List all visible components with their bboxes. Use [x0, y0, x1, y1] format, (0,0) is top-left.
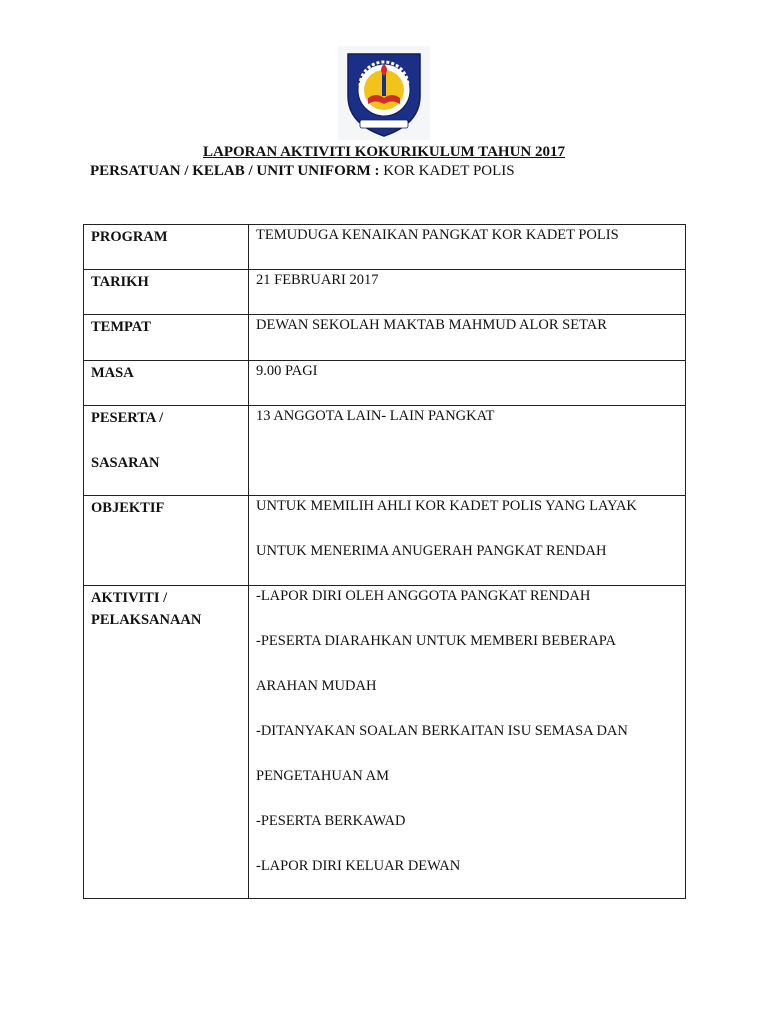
row-value-cell: [249, 315, 686, 361]
row-label: TARIKH: [91, 274, 149, 290]
report-table: [83, 224, 686, 899]
row-value-cell: [249, 225, 686, 270]
row-value: -PESERTA BERKAWAD: [256, 813, 406, 829]
row-value-cell: [249, 586, 686, 899]
row-label: SASARAN: [91, 455, 160, 471]
row-value: 21 FEBRUARI 2017: [256, 272, 379, 288]
report-subtitle: [90, 163, 515, 180]
row-value: 13 ANGGOTA LAIN- LAIN PANGKAT: [256, 408, 495, 424]
table-row: [84, 361, 686, 406]
row-label: AKTIVITI /: [91, 590, 168, 606]
table-row: [84, 496, 686, 586]
row-label-cell: [84, 406, 249, 496]
row-value: ARAHAN MUDAH: [256, 678, 377, 694]
table-row: [84, 586, 686, 899]
row-value: UNTUK MEMILIH AHLI KOR KADET POLIS YANG LAYAK: [256, 498, 637, 514]
row-value: TEMUDUGA KENAIKAN PANGKAT KOR KADET POLIS: [256, 227, 619, 243]
report-title-text: LAPORAN AKTIVITI KOKURIKULUM TAHUN 2017: [203, 144, 565, 160]
row-label-cell: [84, 496, 249, 586]
row-value: UNTUK MENERIMA ANUGERAH PANGKAT RENDAH: [256, 543, 607, 559]
row-value: DEWAN SEKOLAH MAKTAB MAHMUD ALOR SETAR: [256, 317, 607, 333]
row-label: PELAKSANAAN: [91, 612, 202, 628]
row-label-cell: [84, 225, 249, 270]
row-value-cell: [249, 496, 686, 586]
school-crest-icon: [338, 46, 430, 140]
row-value: -LAPOR DIRI KELUAR DEWAN: [256, 858, 461, 874]
row-value: -PESERTA DIARAHKAN UNTUK MEMBERI BEBERAPA: [256, 633, 616, 649]
row-value: PENGETAHUAN AM: [256, 768, 389, 784]
row-value-cell: [249, 361, 686, 406]
row-label: OBJEKTIF: [91, 500, 165, 516]
row-value-cell: [249, 270, 686, 315]
row-label: PESERTA /: [91, 410, 164, 426]
row-label: MASA: [91, 365, 134, 381]
subtitle-label: PERSATUAN / KELAB / UNIT UNIFORM :: [90, 163, 380, 179]
table-row: [84, 225, 686, 270]
report-title: [0, 144, 768, 161]
row-value-cell: [249, 406, 686, 496]
row-label: TEMPAT: [91, 319, 151, 335]
school-logo: [338, 46, 430, 140]
row-label-cell: [84, 315, 249, 361]
row-label-cell: [84, 361, 249, 406]
row-value: -DITANYAKAN SOALAN BERKAITAN ISU SEMASA DAN: [256, 723, 628, 739]
table-row: [84, 315, 686, 361]
table-row: [84, 270, 686, 315]
row-value: -LAPOR DIRI OLEH ANGGOTA PANGKAT RENDAH: [256, 588, 591, 604]
row-label-cell: [84, 586, 249, 899]
subtitle-value: KOR KADET POLIS: [383, 163, 515, 179]
row-label-cell: [84, 270, 249, 315]
row-label: PROGRAM: [91, 229, 168, 245]
table-row: [84, 406, 686, 496]
row-value: 9.00 PAGI: [256, 363, 318, 379]
